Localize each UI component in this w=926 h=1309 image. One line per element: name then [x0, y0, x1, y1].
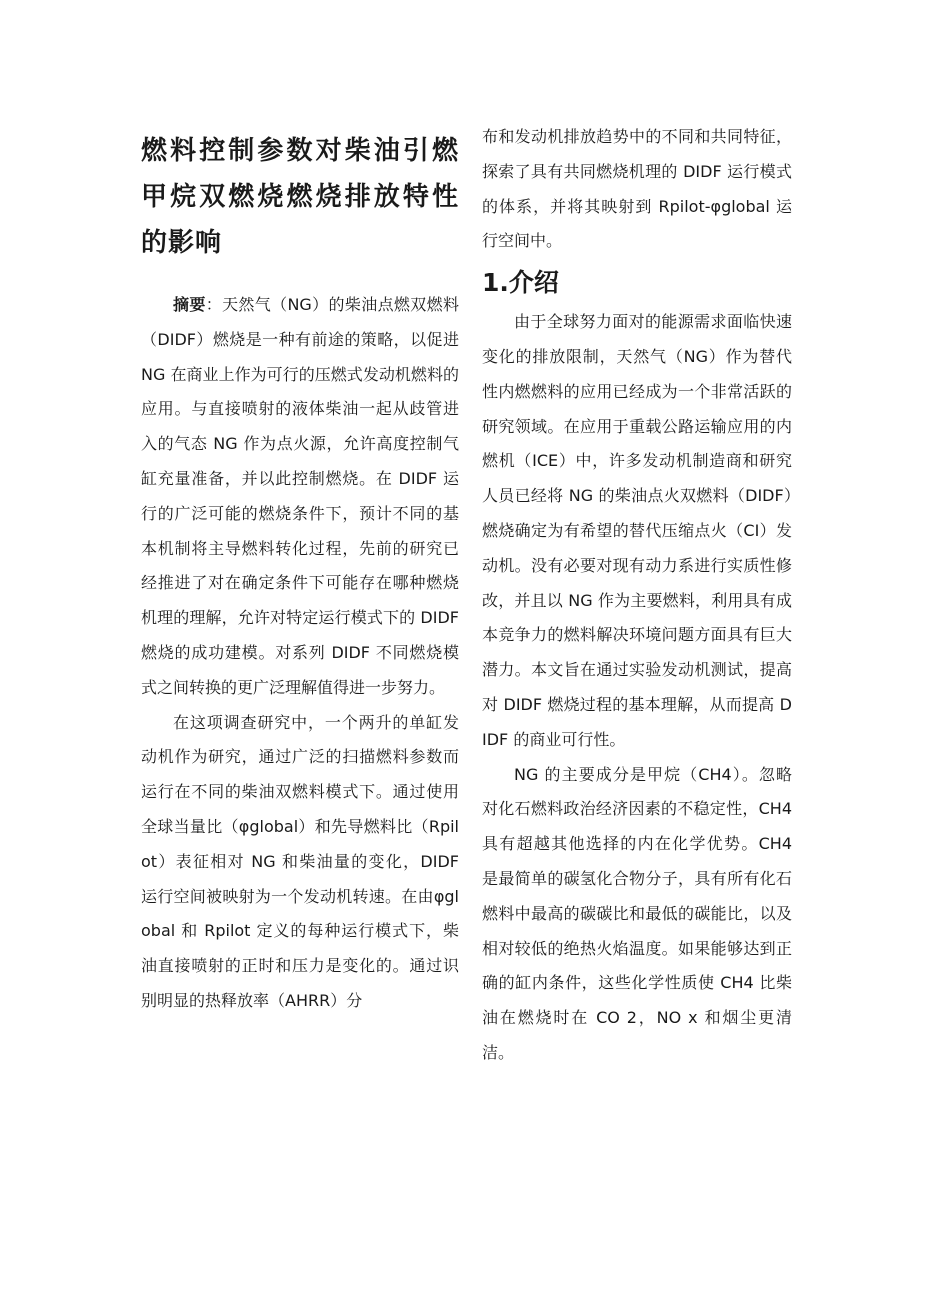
abstract-paragraph-1-text: 天然气（NG）的柴油点燃双燃料（DIDF）燃烧是一种有前途的策略，以促进 NG 在商业上作为可行的压燃式发动机燃料的应用。与直接喷射的液体柴油一起从歧管进入的气态 NG 作为点火源，允许高度控制气缸充量准备，并以此控制燃烧。在 DIDF 运行的广泛可能的燃烧条件下，预计不同的基本机制将主导燃料转化过程，先前的研究已经推进了对在确定条件下可能存在哪种燃烧机理的理解，允许对特定运行模式下的 DIDF 燃烧的成功建模。对系列 DIDF 不同燃烧模式之间转换的更广泛理解值得进一步努力。 — [141, 295, 459, 697]
abstract-paragraph-2-continued: 布和发动机排放趋势中的不同和共同特征，探索了具有共同燃烧机理的 DIDF 运行模式的体系，并将其映射到 Rpilot-φglobal 运行空间中。 — [482, 127, 792, 251]
left-column — [141, 128, 459, 1019]
section-heading-introduction: 1.介绍 — [482, 268, 559, 298]
paper-title: 燃料控制参数对柴油引燃甲烷双燃烧燃烧排放特性的影响 — [141, 136, 459, 258]
abstract-label: 摘要 — [173, 295, 206, 314]
intro-paragraph-1: 由于全球努力面对的能源需求面临快速变化的排放限制，天然气（NG）作为替代性内燃燃料的应用已经成为一个非常活跃的研究领域。在应用于重载公路运输应用的内燃机（ICE）中，许多发动机制造商和研究人员已经将 NG 的柴油点火双燃料（DIDF）燃烧确定为有希望的替代压缩点火（CI）发动机。没有必要对现有动力系进行实质性修改，并且以 NG 作为主要燃料，利用具有成本竞争力的燃料解决环境问题方面具有巨大潜力。本文旨在通过实验发动机测试，提高对 DIDF 燃烧过程的基本理解，从而提高 DIDF 的商业可行性。 — [482, 312, 792, 749]
right-column — [482, 120, 792, 1071]
intro-paragraph-2: NG 的主要成分是甲烷（CH4）。忽略对化石燃料政治经济因素的不稳定性，CH4 具有超越其他选择的内在化学优势。CH4 是最简单的碳氢化合物分子，具有所有化石燃料中最高的碳碳比和最低的碳能比，以及相对较低的绝热火焰温度。如果能够达到正确的缸内条件，这些化学性质使 CH4 比柴油在燃烧时在 CO 2，NO x 和烟尘更清洁。 — [482, 764, 792, 1062]
abstract-label-separator: ： — [205, 295, 223, 314]
abstract-paragraph-2: 在这项调查研究中，一个两升的单缸发动机作为研究，通过广泛的扫描燃料参数而运行在不同的柴油双燃料模式下。通过使用全球当量比（φglobal）和先导燃料比（Rpilot）表征相对 NG 和柴油量的变化，DIDF 运行空间被映射为一个发动机转速。在由φglobal 和 Rpilot 定义的每种运行模式下，柴油直接喷射的正时和压力是变化的。通过识别明显的热释放率（AHRR）分 — [141, 712, 459, 1010]
abstract-paragraph-1 — [141, 288, 459, 706]
